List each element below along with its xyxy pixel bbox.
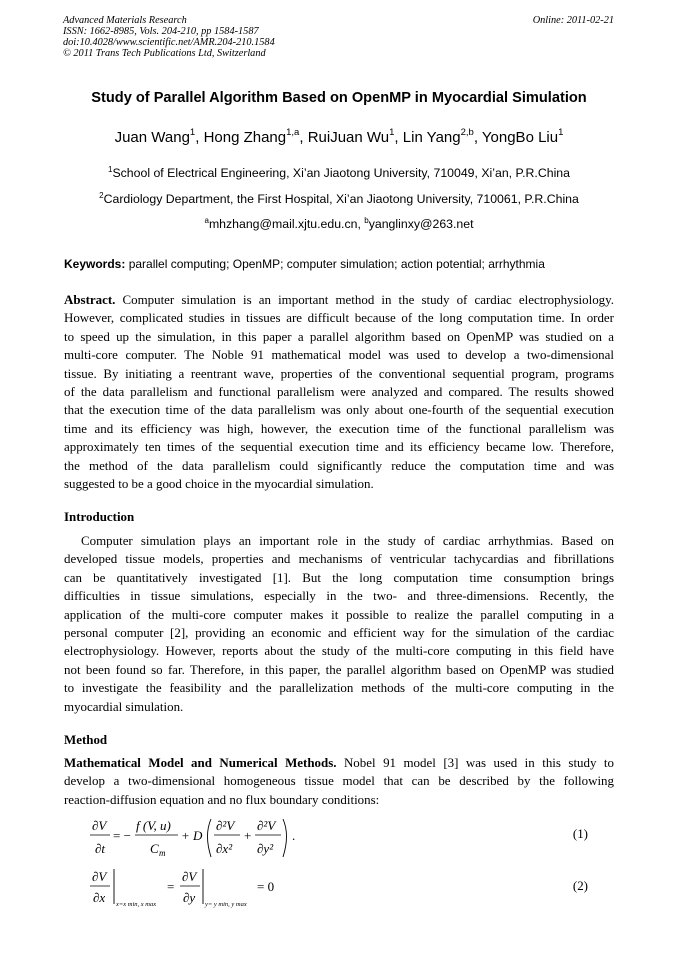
abstract bbox=[64, 291, 614, 493]
eq1-cm-sub: m bbox=[159, 848, 166, 858]
paper-title: Study of Parallel Algorithm Based on OpenMP in Myocardial Simulation bbox=[91, 90, 587, 106]
online-date: Online: 2011-02-21 bbox=[532, 15, 614, 26]
eq1-period: . bbox=[292, 828, 296, 843]
abstract-line: However, complicated studies in tissues are difficult because of the long computation time. In order bbox=[64, 310, 614, 326]
doi-line: doi:10.4028/www.scientific.net/AMR.204-210.1584 bbox=[63, 37, 275, 48]
eq2-dx: ∂x bbox=[93, 890, 106, 905]
intro-line: personal computer [2], providing an economic and efficient way for the simulation of the cardiac bbox=[64, 624, 614, 640]
method-heading: Method bbox=[64, 732, 108, 747]
abstract-line: to speed up the simulation, in this paper a parallel algorithm based on OpenMP was studied on a bbox=[64, 328, 614, 344]
eq1-equals-minus: = − bbox=[113, 828, 131, 843]
intro-line: developed tissue models, properties and mechanisms of ventricular tachycardias and fibrillations bbox=[64, 551, 614, 567]
email-mark: b bbox=[364, 216, 369, 225]
introduction-body bbox=[64, 532, 614, 716]
method-line bbox=[64, 754, 614, 772]
eq1-dx2: ∂x² bbox=[216, 841, 233, 856]
eq1-denominator-dt: ∂t bbox=[95, 841, 106, 856]
intro-line: difficulties in tissue simulations, especially in the two- and three-dimensions. Recently, the bbox=[64, 588, 614, 604]
abstract-line: time and its efficiency was high, however, the execution time of the functional parallelism was bbox=[64, 420, 614, 436]
author-list bbox=[0, 129, 678, 146]
intro-line: myocardial simulation. bbox=[64, 698, 184, 714]
author-separator: , bbox=[473, 129, 482, 146]
eq1-plus-d: + D bbox=[181, 828, 203, 843]
eq1-d2v: ∂²V bbox=[216, 818, 235, 833]
intro-line: Computer simulation plays an important role in the study of cardiac arrhythmias. Based on bbox=[81, 533, 614, 548]
eq1-dy2: ∂y² bbox=[257, 841, 274, 856]
abstract-line: multi-core computer. The Noble 91 mathematical model was used to develop a two-dimensional bbox=[64, 347, 614, 363]
intro-line: electrophysiology. However, reports about the study of the multi-core computing in this field have bbox=[64, 643, 614, 659]
intro-line: can be quantitatively investigated [1]. But the long computation time consumption brings bbox=[64, 569, 614, 585]
equation-1-number: (1) bbox=[572, 826, 588, 841]
affiliation-1 bbox=[0, 166, 678, 180]
affiliation-text: School of Electrical Engineering, Xi’an Jiaotong University, 710049, Xi’an, P.R.China bbox=[112, 166, 570, 180]
eq1-left-paren bbox=[208, 819, 212, 857]
eq1-numerator-dv: ∂V bbox=[92, 818, 107, 833]
author-name: RuiJuan Wu bbox=[307, 129, 390, 146]
abstract-text: Computer simulation is an important method in the study of cardiac electrophysiology. bbox=[115, 292, 614, 307]
affiliation-mark: 1 bbox=[108, 165, 113, 174]
keywords-text: parallel computing; OpenMP; computer simulation; action potential; arrhythmia bbox=[125, 257, 545, 271]
introduction-heading: Introduction bbox=[64, 509, 135, 524]
email-mark: a bbox=[204, 216, 209, 225]
affiliation-mark: 2 bbox=[99, 191, 104, 200]
eq2-dv-2: ∂V bbox=[182, 869, 197, 884]
abstract-line bbox=[64, 291, 614, 309]
keywords bbox=[64, 257, 624, 271]
equation-1 bbox=[0, 813, 678, 861]
eq1-right-paren bbox=[283, 819, 287, 857]
author-name: Hong Zhang bbox=[203, 129, 287, 146]
abstract-line: that the execution time of the data parallelism was only about one-fourth of the sequential execution bbox=[64, 402, 614, 418]
author-separator: , bbox=[299, 129, 308, 146]
author-separator: , bbox=[394, 129, 403, 146]
abstract-line: tissue. By initiating a reentrant wave, properties of the conventional sequential program, programs bbox=[64, 365, 614, 381]
keywords-label: Keywords: bbox=[64, 257, 126, 271]
author-name: Lin Yang bbox=[402, 129, 461, 146]
eq1-d2v-2: ∂²V bbox=[257, 818, 276, 833]
author-affiliation-mark: 1 bbox=[389, 127, 395, 138]
eq2-equals-zero: = 0 bbox=[257, 879, 275, 894]
method-body bbox=[64, 754, 614, 809]
email-b-link[interactable]: yanglinxy@263.net bbox=[368, 217, 474, 231]
affiliation-text: Cardiology Department, the First Hospital, Xi’an Jiaotong University, 710061, P.R.China bbox=[103, 192, 579, 206]
author-affiliation-mark: 1 bbox=[189, 127, 196, 138]
eq2-dv: ∂V bbox=[92, 869, 107, 884]
abstract-line: approximately ten times of the sequential execution time and its efficiency became low. Therefore, bbox=[64, 439, 614, 455]
abstract-line: the method of the data parallelism could significantly reduce the computation time and was bbox=[64, 457, 614, 473]
eq2-y-bounds: y= y min, y max bbox=[205, 901, 247, 908]
author-affiliation-mark: 2,b bbox=[460, 127, 474, 138]
affiliation-2 bbox=[0, 192, 678, 206]
journal-header bbox=[63, 15, 275, 59]
eq2-equals: = bbox=[167, 879, 175, 894]
eq2-x-bounds: x=x min, x max bbox=[116, 901, 157, 908]
abstract-line: suggested to be a good choice in the myocardial simulation. bbox=[64, 475, 374, 491]
author-affiliation-mark: 1,a bbox=[286, 127, 300, 138]
abstract-label: Abstract. bbox=[64, 292, 116, 307]
author-separator: , bbox=[195, 129, 204, 146]
method-subheading: Mathematical Model and Numerical Methods. bbox=[64, 755, 337, 770]
intro-line: not been found so far. Therefore, in this paper, the parallel algorithm based on OpenMP was studied bbox=[64, 661, 614, 677]
eq1-plus: + bbox=[244, 828, 252, 843]
method-line: develop a two-dimensional homogeneous tissue model that can be described by the following bbox=[64, 773, 614, 789]
author-emails bbox=[0, 217, 678, 231]
copyright-line: © 2011 Trans Tech Publications Ltd, Switzerland bbox=[63, 48, 266, 59]
eq1-fvu: f (V, u) bbox=[136, 818, 171, 833]
eq2-dy: ∂y bbox=[183, 890, 196, 905]
intro-line: to investigate the feasibility and the parallelization methods of the multi-core computing in the bbox=[64, 680, 614, 696]
abstract-line: of the data parallelism and functional parallelism were analyzed and compared. The results showed bbox=[64, 383, 614, 399]
email-a-link[interactable]: mhzhang@mail.xjtu.edu.cn, bbox=[208, 217, 365, 231]
issn-line: ISSN: 1662-8985, Vols. 204-210, pp 1584-1587 bbox=[63, 26, 259, 37]
equation-2 bbox=[0, 866, 678, 910]
journal-name: Advanced Materials Research bbox=[63, 15, 187, 26]
intro-line: application of the multi-core computer makes it possible to realize the parallel computing in a bbox=[64, 606, 614, 622]
author-name: Juan Wang bbox=[114, 129, 190, 146]
method-text: Nobel 91 model [3] was used in this study to bbox=[336, 755, 614, 770]
author-affiliation-mark: 1 bbox=[558, 127, 564, 138]
method-line: reaction-diffusion equation and no flux boundary conditions: bbox=[64, 791, 380, 807]
equation-2-number: (2) bbox=[572, 878, 588, 893]
author-name: YongBo Liu bbox=[481, 129, 559, 146]
eq1-cm: C bbox=[150, 841, 159, 856]
